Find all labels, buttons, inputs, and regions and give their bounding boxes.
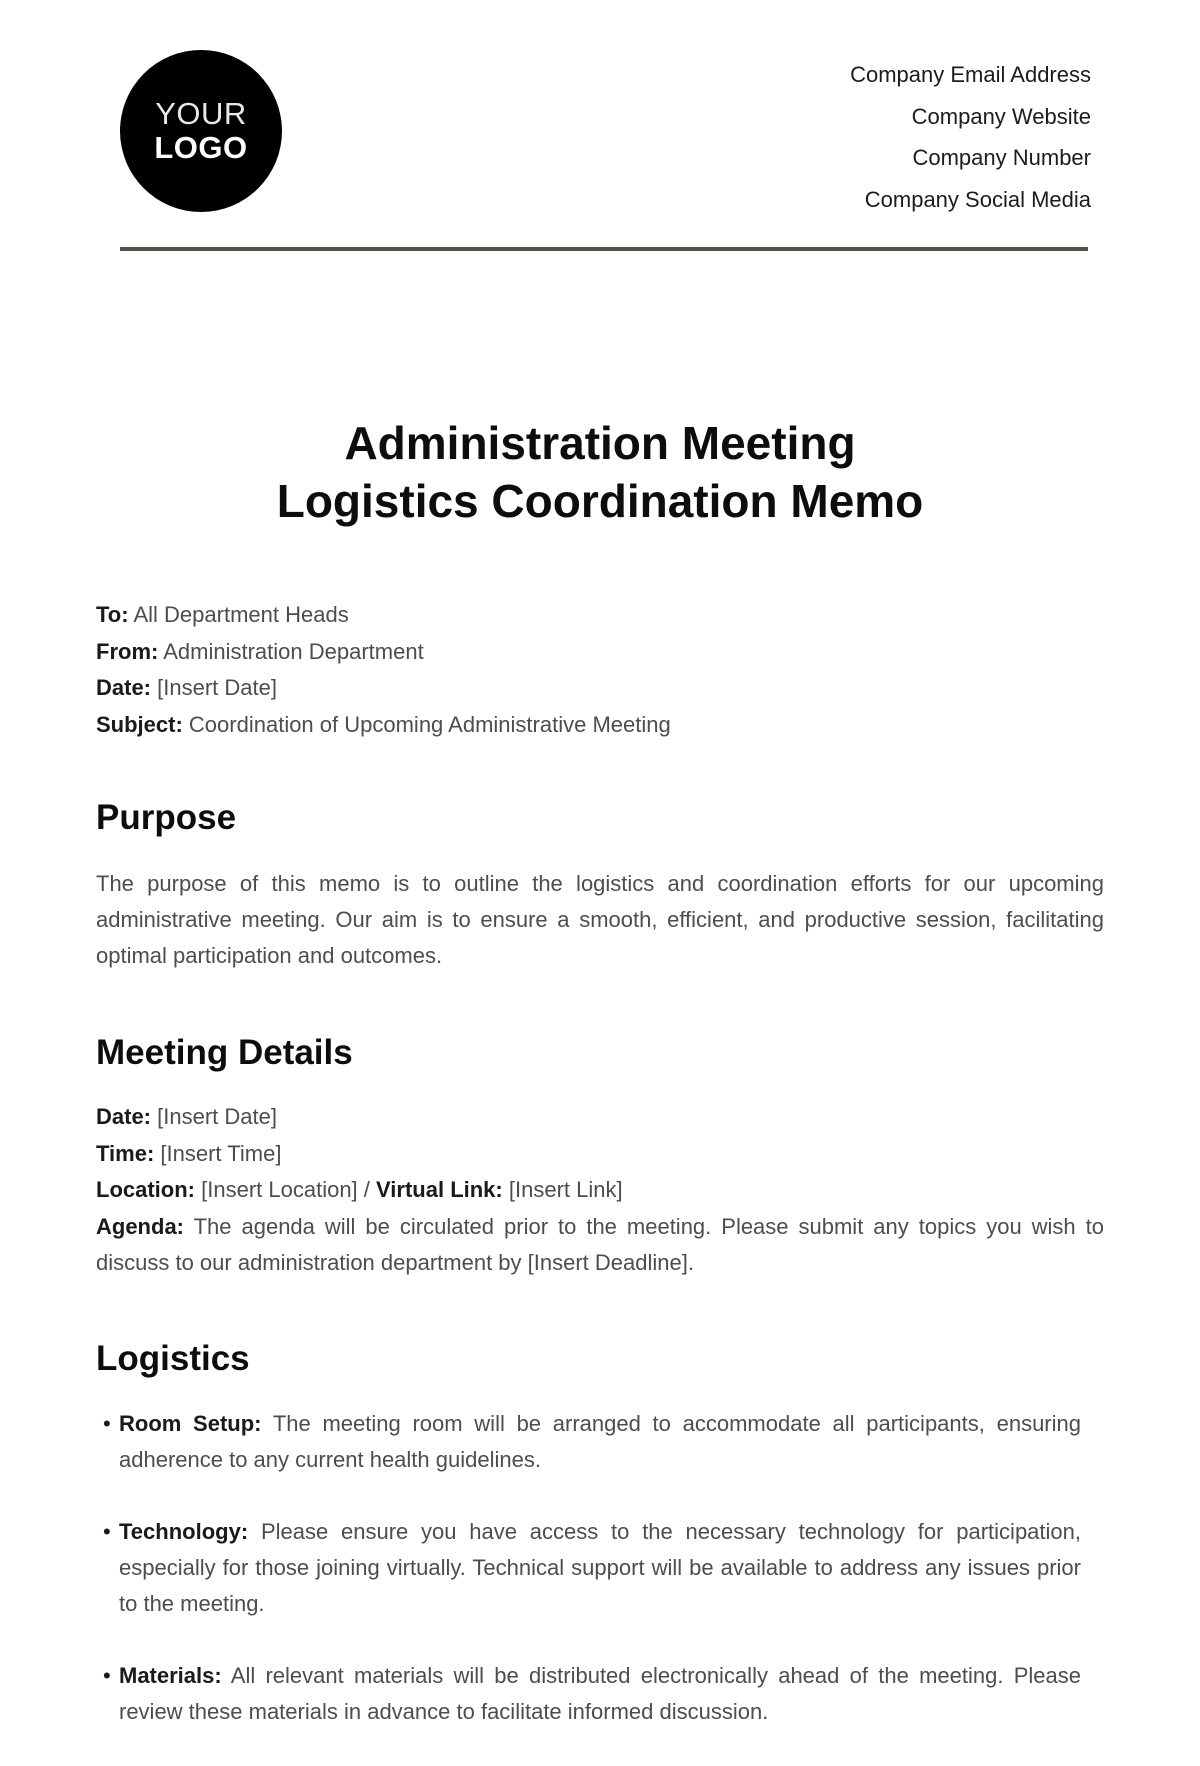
section-heading-purpose: Purpose: [96, 798, 237, 837]
logistics-item-text: All relevant materials will be distributed electronically ahead of the meeting. Please review these materials in advance to facilitate informed discussion.: [119, 1663, 1081, 1724]
detail-location: [96, 1172, 1104, 1209]
company-website: Company Website: [911, 103, 1091, 129]
header-divider: [120, 247, 1088, 251]
detail-time-value: [Insert Time]: [160, 1140, 282, 1166]
logistics-item-technology: [96, 1514, 1081, 1622]
meta-to: [96, 597, 671, 634]
meta-date-label: Date:: [96, 675, 152, 700]
logistics-item-label: Technology:: [119, 1519, 249, 1544]
meta-date-value: [Insert Date]: [157, 675, 277, 700]
section-heading-meeting-details: Meeting Details: [96, 1033, 353, 1072]
bullet-icon: •: [103, 1663, 111, 1688]
meta-date: [96, 670, 671, 707]
section-heading-logistics: Logistics: [96, 1339, 250, 1378]
meta-from-value: Administration Department: [163, 638, 424, 664]
purpose-paragraph: The purpose of this memo is to outline the logistics and coordination efforts for our upcoming administrative meeting. Our aim is to ensure a smooth, efficient, and productive session, facilitating optimal participation and outcomes.: [96, 871, 1104, 968]
detail-agenda-label: Agenda:: [96, 1213, 184, 1239]
meeting-details-block: [96, 1099, 1104, 1282]
memo-title-line-2: Logistics Coordination Memo: [276, 475, 924, 527]
meta-subject-value: Coordination of Upcoming Administrative Meeting: [188, 711, 671, 737]
logo-text-logo: LOGO: [154, 130, 248, 165]
company-social-media: Company Social Media: [864, 186, 1091, 212]
meta-from-label: From:: [96, 638, 159, 664]
logistics-item-room-setup: [96, 1406, 1081, 1478]
logistics-item-label: Room Setup:: [119, 1411, 262, 1436]
detail-date-label: Date:: [96, 1104, 152, 1129]
meta-from: [96, 634, 671, 671]
detail-virtual-link-value: [Insert Link]: [508, 1177, 623, 1202]
meta-to-label: To:: [96, 602, 129, 627]
company-email: Company Email Address: [850, 62, 1091, 87]
detail-location-value: [Insert Location]: [201, 1177, 358, 1202]
detail-agenda: [96, 1209, 1104, 1282]
company-number: Company Number: [912, 145, 1091, 170]
logistics-item-label: Materials:: [119, 1663, 222, 1688]
logistics-item-materials: [96, 1658, 1081, 1730]
bullet-icon: •: [103, 1411, 111, 1436]
meta-subject: [96, 707, 671, 744]
company-contact-block: [850, 54, 1091, 220]
logistics-item-text: Please ensure you have access to the necessary technology for participation, especially for those joining virtually. Technical support will be available to address any issues prior to the meeting.: [119, 1519, 1081, 1616]
logo-text-your: YOUR: [155, 96, 247, 131]
detail-date-value: [Insert Date]: [157, 1104, 277, 1129]
company-logo: [120, 50, 282, 212]
detail-location-label: Location:: [96, 1177, 195, 1202]
logistics-list: [96, 1406, 1081, 1766]
detail-time-label: Time:: [96, 1140, 155, 1166]
logistics-item-text: The meeting room will be arranged to accommodate all participants, ensuring adherence to any current health guidelines.: [119, 1411, 1081, 1472]
memo-meta: [96, 597, 671, 743]
memo-title-line-1: Administration Meeting: [344, 417, 856, 469]
meta-subject-label: Subject:: [96, 711, 183, 737]
detail-agenda-value: The agenda will be circulated prior to the meeting. Please submit any topics you wish to discuss to our administration department by [Insert Deadline].: [96, 1213, 1104, 1275]
bullet-icon: •: [103, 1519, 111, 1544]
memo-title: [0, 414, 1200, 530]
detail-location-separator: /: [357, 1177, 377, 1202]
detail-time: [96, 1136, 1104, 1173]
meta-to-value: All Department Heads: [133, 602, 349, 627]
detail-virtual-link-label: Virtual Link:: [376, 1177, 503, 1202]
detail-date: [96, 1099, 1104, 1136]
